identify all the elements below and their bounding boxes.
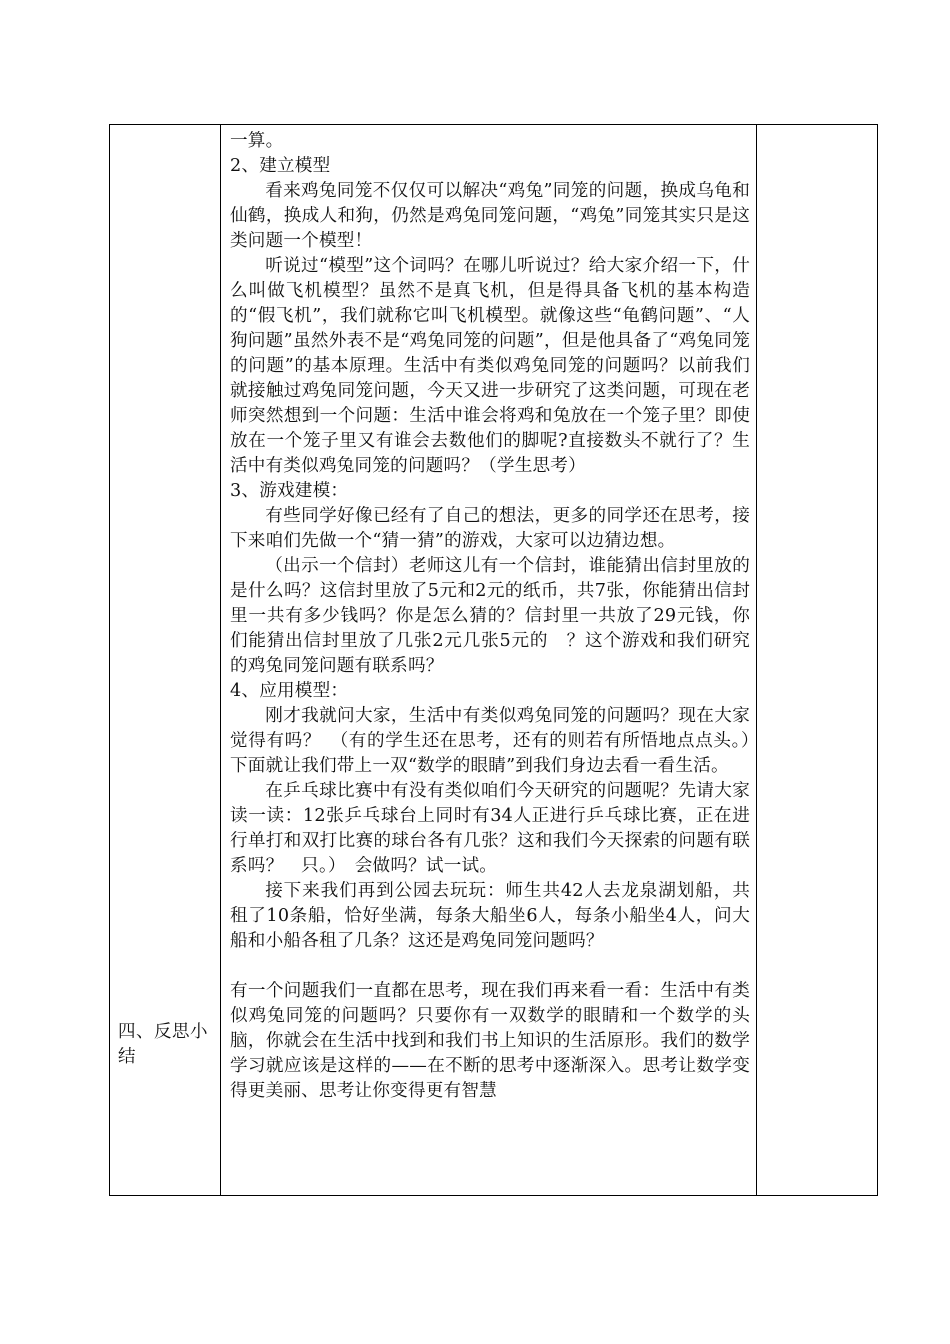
table-row [110,125,878,1196]
section-heading: 3、游戏建模： [230,481,349,501]
paragraph: 有些同学好像已经有了自己的想法，更多的同学还在思考，接下来咱们先做一个“猜一猜”的游戏，大家可以边猜边想。 [230,506,750,551]
stage-column [110,125,221,1196]
paragraph: （出示一个信封）老师这儿有一个信封，谁能猜出信封里放的是什么吗？这信封里放了5元和2元的纸币，共7张，你能猜出信封里一共有多少钱吗？你是怎么猜的？信封里一共放了29元钱，你们能猜出信封里放了几张2元几张5元的 ？这个游戏和我们研究的鸡兔同笼问题有联系吗？ [230,556,750,676]
paragraph: 看来鸡兔同笼不仅仅可以解决“鸡兔”同笼的问题，换成乌龟和仙鹤，换成人和狗，仍然是鸡兔同笼问题，“鸡兔”同笼其实只是这类问题一个模型！ [230,181,750,251]
paragraph: 接下来我们再到公园去玩玩：师生共42人去龙泉湖划船，共租了10条船，恰好坐满，每条大船坐6人，每条小船坐4人，问大船和小船各租了几条？这还是鸡兔同笼问题吗？ [230,881,750,951]
paragraph: 在乒乓球比赛中有没有类似咱们今天研究的问题呢？先请大家读一读：12张乒乓球台上同时有34人正进行乒乓球比赛，正在进行单打和双打比赛的球台各有几张？这和我们今天探索的问题有联系吗？ 只。） 会做吗？试一试。 [230,781,750,876]
spacer [230,954,750,979]
section-heading: 2、建立模型 [230,156,331,176]
paragraph: 一算。 [230,131,284,151]
lesson-plan-table [109,124,878,1196]
notes-column [757,125,878,1196]
paragraph: 听说过“模型”这个词吗？在哪儿听说过？给大家介绍一下，什么叫做飞机模型？虽然不是真飞机，但是得具备飞机的基本构造的“假飞机”，我们就称它叫飞机模型。就像这些“龟鹤问题”、“人狗问题”虽然外表不是“鸡兔同笼的问题”，但是他具备了“鸡兔同笼的问题”的基本原理。生活中有类似鸡兔同笼的问题吗？以前我们就接触过鸡兔同笼问题，今天又进一步研究了这类问题，可现在老师突然想到一个问题：生活中谁会将鸡和兔放在一个笼子里？即使放在一个笼子里又有谁会去数他们的脚呢?直接数头不就行了？生活中有类似鸡兔同笼的问题吗？（学生思考） [230,256,750,476]
reflection-paragraph: 有一个问题我们一直都在思考，现在我们再来看一看：生活中有类似鸡兔同笼的问题吗？只要你有一双数学的眼睛和一个数学的头脑，你就会在生活中找到和我们书上知识的生活原形。我们的数学学习就应该是这样的——在不断的思考中逐渐深入。思考让数学变得更美丽、思考让你变得更有智慧 [230,981,750,1101]
paragraph: 刚才我就问大家，生活中有类似鸡兔同笼的问题吗？现在大家觉得有吗？ （有的学生还在思考，还有的则若有所悟地点点头。） 下面就让我们带上一双“数学的眼睛”到我们身边去看一看生活。 [230,706,768,776]
stage-label: 四、反思小结 [118,1022,208,1067]
section-heading: 4、应用模型： [230,681,349,701]
content-column [221,125,768,1196]
